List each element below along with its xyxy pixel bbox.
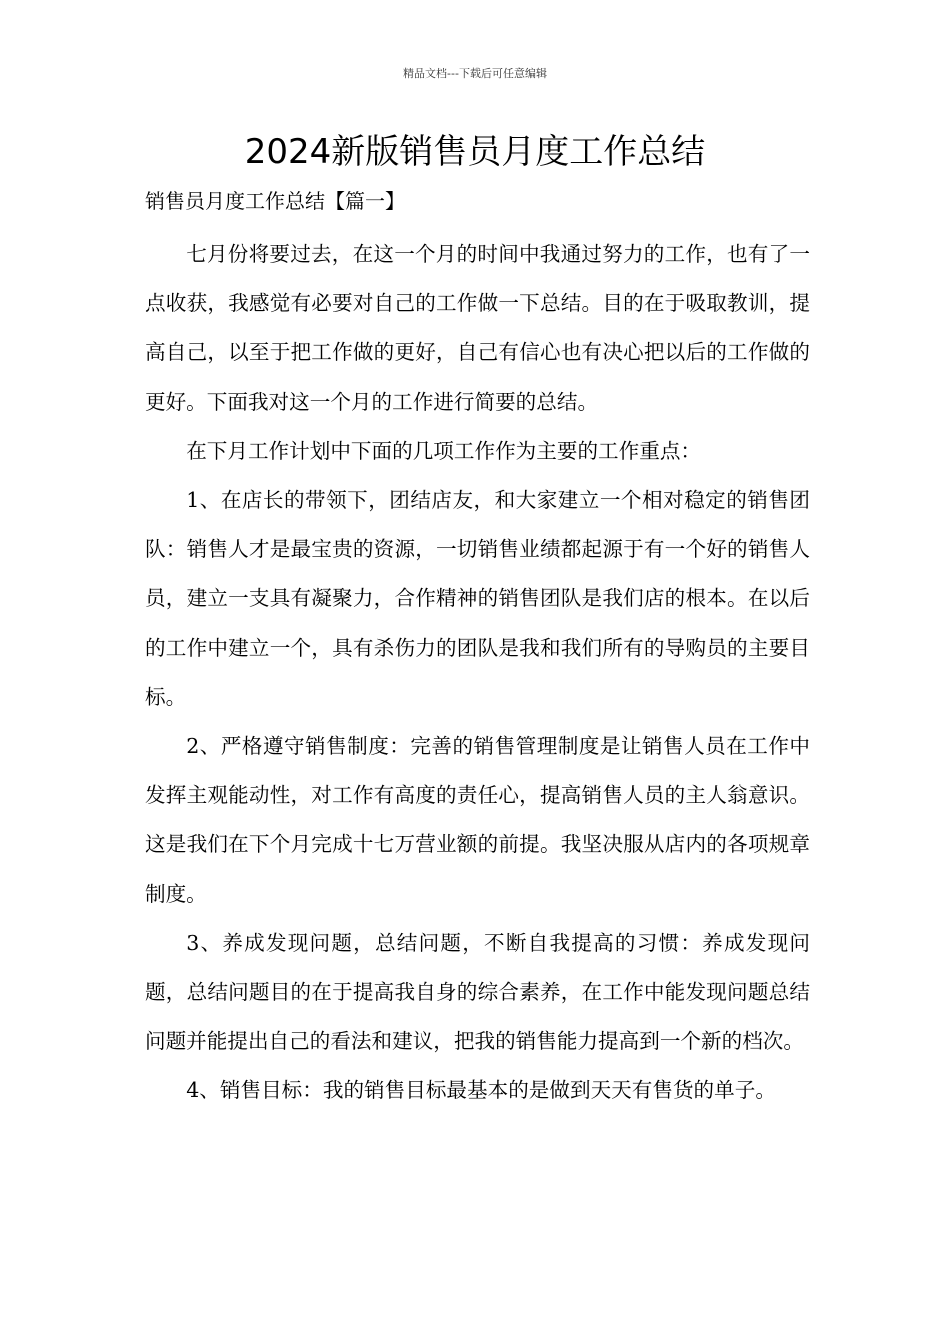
- paragraph-item-2: 2、严格遵守销售制度：完善的销售管理制度是让销售人员在工作中发挥主观能动性，对工作有高度的责任心，提高销售人员的主人翁意识。这是我们在下个月完成十七万营业额的前提。我坚决服从店内的各项规章制度。: [145, 734, 810, 906]
- header-note: 精品文档---下载后可任意编辑: [403, 67, 547, 80]
- section-title: 销售员月度工作总结【篇一】: [145, 189, 405, 213]
- paragraph-item-1: 1、在店长的带领下，团结店友，和大家建立一个相对稳定的销售团队：销售人才是最宝贵的资源，一切销售业绩都起源于有一个好的销售人员，建立一支具有凝聚力，合作精神的销售团队是我们店的根本。在以后的工作中建立一个，具有杀伤力的团队是我和我们所有的导购员的主要目标。: [145, 488, 810, 709]
- paragraph-intro: 七月份将要过去，在这一个月的时间中我通过努力的工作，也有了一点收获，我感觉有必要对自己的工作做一下总结。目的在于吸取教训，提高自己，以至于把工作做的更好，自己有信心也有决心把以后的工作做的更好。下面我对这一个月的工作进行简要的总结。: [145, 242, 810, 414]
- paragraph-plan-lead: 在下月工作计划中下面的几项工作作为主要的工作重点：: [186, 438, 702, 463]
- paragraph-item-3: 3、养成发现问题，总结问题，不断自我提高的习惯：养成发现问题，总结问题目的在于提高我自身的综合素养，在工作中能发现问题总结问题并能提出自己的看法和建议，把我的销售能力提高到一个新的档次。: [145, 930, 810, 1054]
- document-body: [145, 230, 810, 1116]
- paragraph-item-4: 4、销售目标：我的销售目标最基本的是做到天天有售货的单子。: [186, 1078, 776, 1103]
- document-title: 2024新版销售员月度工作总结: [244, 132, 706, 172]
